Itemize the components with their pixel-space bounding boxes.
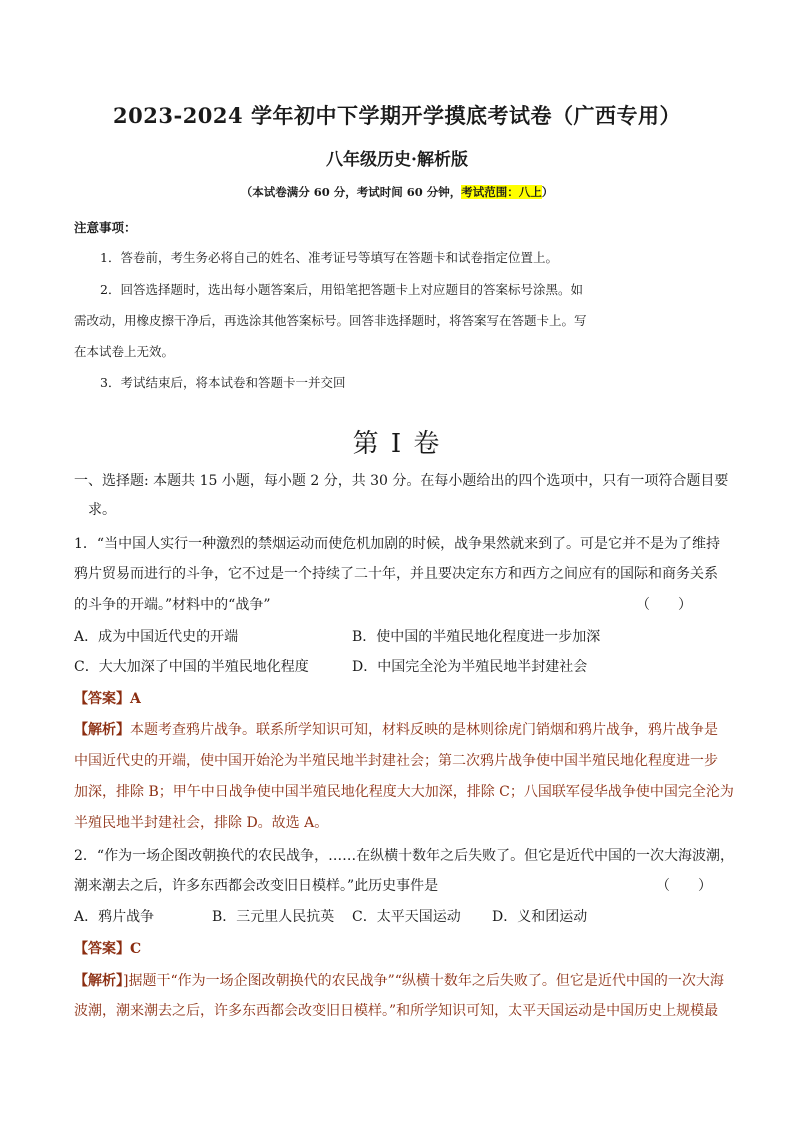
analysis-1-line: 加深，排除 B；甲午中日战争使中国半殖民地化程度大大加深，排除 C；八国联军侵华战争使中国完全沦为 <box>74 784 734 800</box>
question-1-line: 1．“当中国人实行一种激烈的禁烟运动而使危机加剧的时候，战争果然就来到了。可是它并不是为了维持 <box>74 536 721 552</box>
notice-item: 在本试卷上无效。 <box>74 344 175 359</box>
analysis-text: ]据题干“作为一场企图改朝换代的农民战争”“纵横十数年之后失败了。但它是近代中国的一次大海 <box>123 973 724 989</box>
option-b: B．三元里人民抗英 <box>212 909 335 925</box>
option-d: D．义和团运动 <box>492 909 588 925</box>
exam-subtitle: 八年级历史·解析版 <box>326 150 468 170</box>
analysis-1-line: 半殖民地半封建社会，排除 D。故选 A。 <box>74 815 329 831</box>
answer-blank: （ ） <box>656 878 712 894</box>
option-a: A．成为中国近代史的开端 <box>74 629 239 645</box>
analysis-2-line <box>74 970 724 990</box>
analysis-1-line: 中国近代史的开端，使中国开始沦为半殖民地半封建社会；第二次鸦片战争使中国半殖民地化程度进一步 <box>74 753 718 769</box>
question-2-line: 潮来潮去之后，许多东西都会改变旧日模样。”此历史事件是 <box>74 878 439 894</box>
exam-title: 2023-2024 学年初中下学期开学摸底考试卷（广西专用） <box>113 103 681 128</box>
scope-prefix: （本试卷满分 60 分，考试时间 60 分钟， <box>240 185 462 199</box>
scope-highlight: 考试范围：八上 <box>461 185 542 199</box>
analysis-tag: 【解析】 <box>74 973 123 989</box>
analysis-text: 本题考查鸦片战争。联系所学知识可知，材料反映的是林则徐虎门销烟和鸦片战争，鸦片战争是 <box>130 722 718 738</box>
option-c: C．太平天国运动 <box>352 909 461 925</box>
question-1-line: 鸦片贸易而进行的斗争，它不过是一个持续了二十年，并且要决定东方和西方之间应有的国际和商务关系 <box>74 566 718 582</box>
question-1-line: 的斗争的开端。”材料中的“战争” <box>74 597 271 613</box>
section-instruction: 一、选择题: 本题共 15 小题，每小题 2 分，共 30 分。在每小题给出的四个选项中，只有一项符合题目要 <box>74 473 729 489</box>
option-b: B．使中国的半殖民地化程度进一步加深 <box>352 629 601 645</box>
answer-blank: （ ） <box>636 597 692 613</box>
scope-suffix: ） <box>541 185 554 199</box>
notice-item: 2．回答选择题时，选出每小题答案后，用铅笔把答题卡上对应题目的答案标号涂黑。如 <box>100 282 583 297</box>
notice-item: 3．考试结束后，将本试卷和答题卡一并交回 <box>100 375 346 390</box>
option-a: A．鸦片战争 <box>74 909 155 925</box>
option-c: C．大大加深了中国的半殖民地化程度 <box>74 659 309 675</box>
option-d: D．中国完全沦为半殖民地半封建社会 <box>352 659 588 675</box>
section-instruction: 求。 <box>88 502 116 518</box>
notice-item: 1．答卷前，考生务必将自己的姓名、准考证号等填写在答题卡和试卷指定位置上。 <box>100 250 558 265</box>
notice-heading: 注意事项： <box>74 220 137 235</box>
analysis-2-line: 波潮，潮来潮去之后，许多东西都会改变旧日模样。”和所学知识可知，太平天国运动是中国历史上规模最 <box>74 1003 719 1019</box>
question-2-line: 2．“作为一场企图改朝换代的农民战争，……在纵横十数年之后失败了。但它是近代中国的一次大海波潮， <box>74 848 735 864</box>
answer-2: 【答案】C <box>74 941 142 957</box>
section-title: 第 I 卷 <box>352 429 442 459</box>
answer-1: 【答案】A <box>74 691 141 707</box>
exam-scope <box>0 184 794 200</box>
notice-item: 需改动，用橡皮擦干净后，再选涂其他答案标号。回答非选择题时，将答案写在答题卡上。写 <box>74 313 587 328</box>
analysis-tag: 【解析】 <box>74 722 130 738</box>
analysis-1-line <box>74 719 724 739</box>
